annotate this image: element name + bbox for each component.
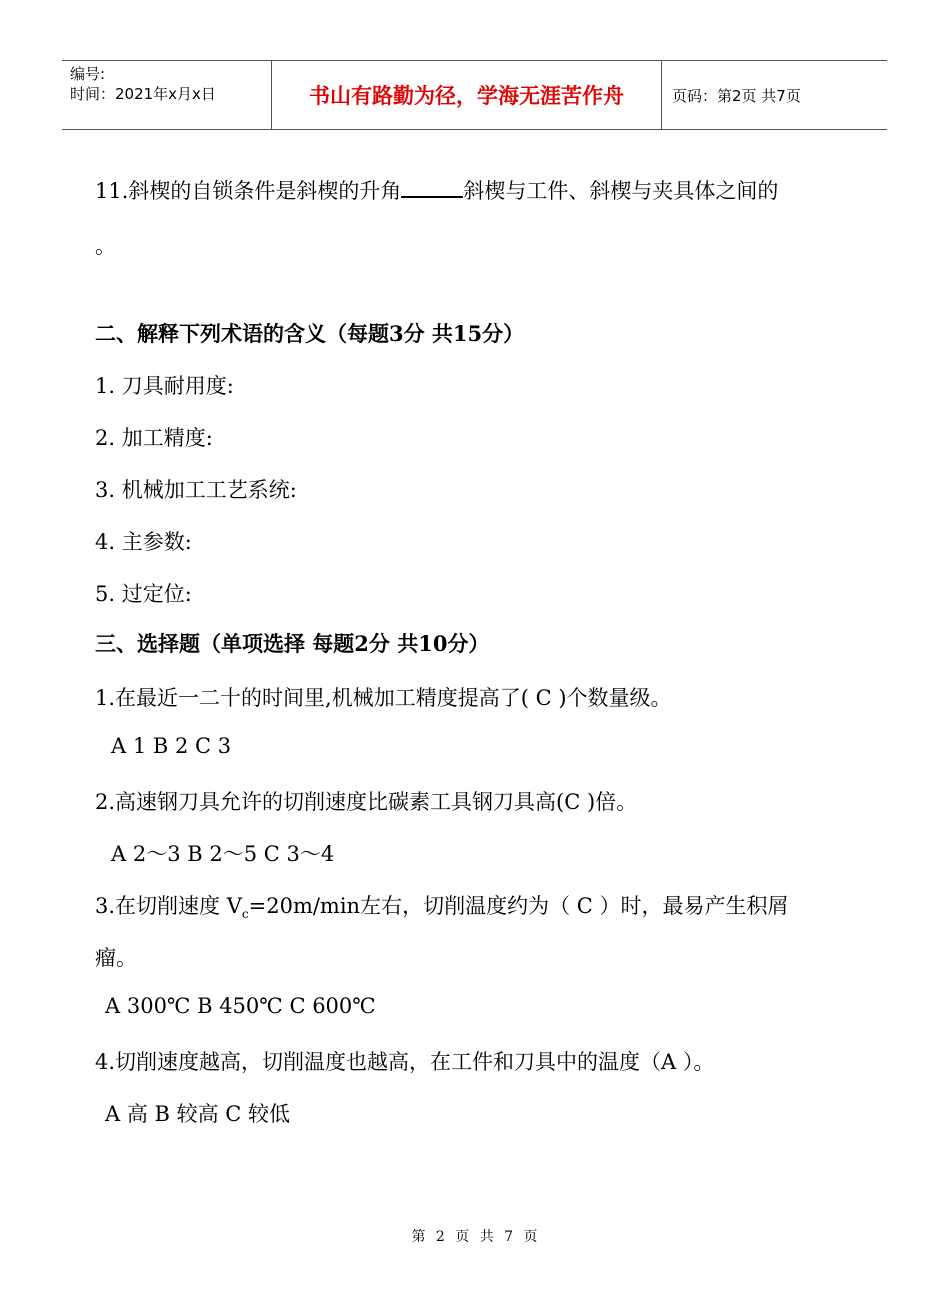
time-label: 时间：2021年x月x日 bbox=[70, 85, 216, 103]
footer-ye: 页 bbox=[455, 1229, 471, 1245]
footer-di: 第 bbox=[411, 1229, 427, 1245]
question-2: 2.高速钢刀具允许的切削速度比碳素工具钢刀具高(C )倍。 bbox=[95, 790, 638, 814]
footer-total-pages: 7 bbox=[504, 1229, 515, 1245]
q11-continuation: 。 bbox=[95, 234, 116, 258]
footer-ye-2: 页 bbox=[523, 1229, 539, 1245]
question-3 bbox=[95, 890, 789, 921]
question-3-continuation: 瘤。 bbox=[95, 946, 137, 970]
question-3-options: A 300℃ B 450℃ C 600℃ bbox=[105, 994, 376, 1018]
page-footer bbox=[0, 1226, 950, 1246]
number-label: 编号: bbox=[70, 65, 106, 83]
q11-text-1: 11.斜楔的自锁条件是斜楔的升角 bbox=[95, 179, 402, 203]
footer-gong: 共 bbox=[479, 1229, 495, 1245]
q3-subscript: c bbox=[241, 907, 249, 922]
question-1-options: A 1 B 2 C 3 bbox=[111, 734, 232, 758]
footer-page-number: 2 bbox=[435, 1229, 446, 1245]
question-4-options: A 高 B 较高 C 较低 bbox=[105, 1102, 291, 1126]
fill-blank bbox=[401, 178, 463, 198]
header-motto: 书山有路勤为径，学海无涯苦作舟 bbox=[272, 61, 662, 129]
term-item: 1. 刀具耐用度: bbox=[95, 374, 234, 398]
term-item: 5. 过定位: bbox=[95, 582, 192, 606]
section-2-title: 二、解释下列术语的含义（每题3分 共15分） bbox=[95, 321, 525, 346]
term-item: 2. 加工精度: bbox=[95, 426, 213, 450]
term-item: 3. 机械加工工艺系统: bbox=[95, 478, 297, 502]
question-11 bbox=[95, 175, 778, 205]
term-item: 4. 主参数: bbox=[95, 530, 192, 554]
question-1: 1.在最近一二十的时间里,机械加工精度提高了( C )个数量级。 bbox=[95, 686, 672, 710]
question-2-options: A 2～3 B 2～5 C 3～4 bbox=[111, 842, 335, 866]
q3-text-2: =20m/min左右，切削温度约为（ C ）时，最易产生积屑 bbox=[248, 894, 789, 918]
header-page-label: 页码：第2页 共7页 bbox=[672, 86, 801, 105]
q3-text-1: 3.在切削速度 V bbox=[95, 894, 242, 918]
question-4: 4.切削速度越高，切削温度也越高，在工件和刀具中的温度（A ）。 bbox=[95, 1050, 715, 1074]
section-3-title: 三、选择题（单项选择 每题2分 共10分） bbox=[95, 631, 490, 656]
page-header bbox=[62, 60, 887, 130]
q11-text-2: 斜楔与工件、斜楔与夹具体之间的 bbox=[463, 179, 779, 203]
header-meta bbox=[62, 61, 272, 129]
